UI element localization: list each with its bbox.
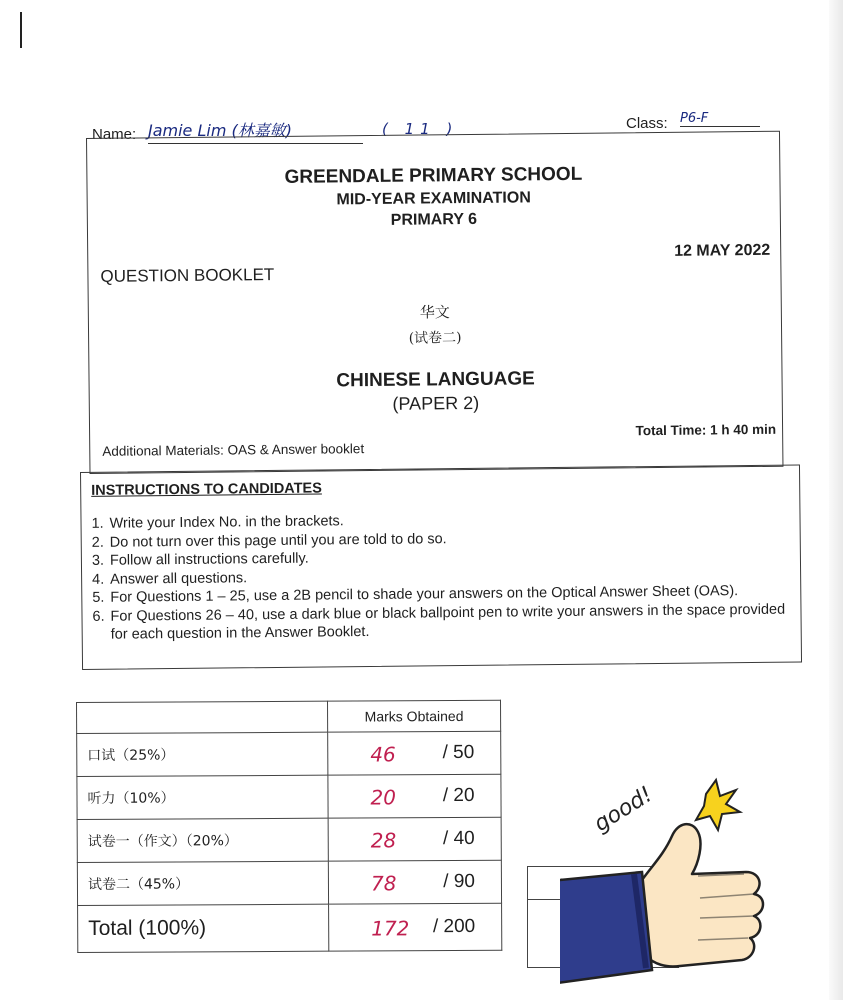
marks-row [77, 774, 501, 819]
marks-table [76, 700, 502, 953]
max-marks: / 50 [442, 741, 475, 764]
instructions-heading: INSTRUCTIONS TO CANDIDATES [91, 480, 322, 499]
total-score: 172 [371, 916, 410, 941]
page-edge-shadow [829, 0, 843, 1000]
score-value: 20 [370, 785, 397, 810]
school-heading [87, 162, 780, 233]
additional-materials: Additional Materials: OAS & Answer booklet [102, 441, 365, 459]
scan-mark [20, 12, 22, 48]
score-value: 28 [370, 828, 397, 853]
instructions-box [80, 464, 802, 670]
name-field: Jamie Lim (林嘉敏) [148, 118, 363, 144]
name-label: Name: [92, 126, 137, 143]
school-name: GREENDALE PRIMARY SCHOOL [284, 163, 583, 188]
instruction-item: 1. Write your Index No. in the brackets. [91, 513, 344, 532]
score-value: 46 [370, 742, 396, 767]
cover-box [86, 131, 783, 474]
total-max: / 200 [432, 915, 476, 938]
index-number: ( 11 ) [382, 120, 459, 138]
score-value: 78 [370, 871, 397, 896]
max-marks: / 90 [443, 870, 475, 893]
instruction-item: 2. Do not turn over this page until you are told to do so. [91, 530, 447, 551]
marks-total-row [78, 903, 502, 952]
class-field: P6-F [680, 111, 760, 127]
max-marks: / 20 [442, 784, 475, 807]
component-label: 口试（25%） [77, 732, 328, 776]
marks-obtained-header: Marks Obtained [327, 700, 500, 732]
exam-date: 12 MAY 2022 [674, 241, 771, 260]
sparkle-icon [696, 780, 740, 830]
total-time: Total Time: 1 h 40 min [635, 421, 777, 439]
max-marks: / 40 [442, 827, 475, 850]
subject-chinese: 华文 [419, 303, 450, 322]
instruction-item: 5. For Questions 1 – 25, use a 2B pencil to shade your answers on the Optical Answer Sheet (OAS). [92, 583, 739, 606]
component-label: 试卷一（作文）（20%） [77, 818, 328, 862]
marks-row [77, 860, 501, 905]
marks-header-row [77, 700, 501, 733]
paper-chinese: (试卷二) [408, 330, 462, 347]
exam-name: MID-YEAR EXAMINATION [336, 189, 531, 209]
class-label: Class: [626, 115, 668, 132]
component-label: 听力（10%） [77, 775, 328, 819]
instructions-list [91, 508, 792, 645]
thumbs-up-icon [560, 770, 810, 1000]
instruction-item: 3. Follow all instructions carefully. [91, 550, 309, 569]
booklet-label: QUESTION BOOKLET [100, 265, 275, 286]
paper-english: (PAPER 2) [392, 392, 480, 414]
instruction-item: 6. For Questions 26 – 40, use a dark blue or black ballpoint pen to write your answers in the space provided for each question in the Answer Booklet. [92, 601, 786, 643]
level-name: PRIMARY 6 [390, 210, 478, 229]
good-sticker-text: good! [589, 782, 658, 838]
marks-row [77, 817, 501, 862]
marks-row [77, 731, 501, 776]
component-label: 试卷二（45%） [77, 861, 328, 905]
instruction-item: 4. Answer all questions. [92, 569, 248, 588]
subject-english: CHINESE LANGUAGE [336, 368, 535, 392]
total-label: Total (100%) [78, 904, 329, 952]
